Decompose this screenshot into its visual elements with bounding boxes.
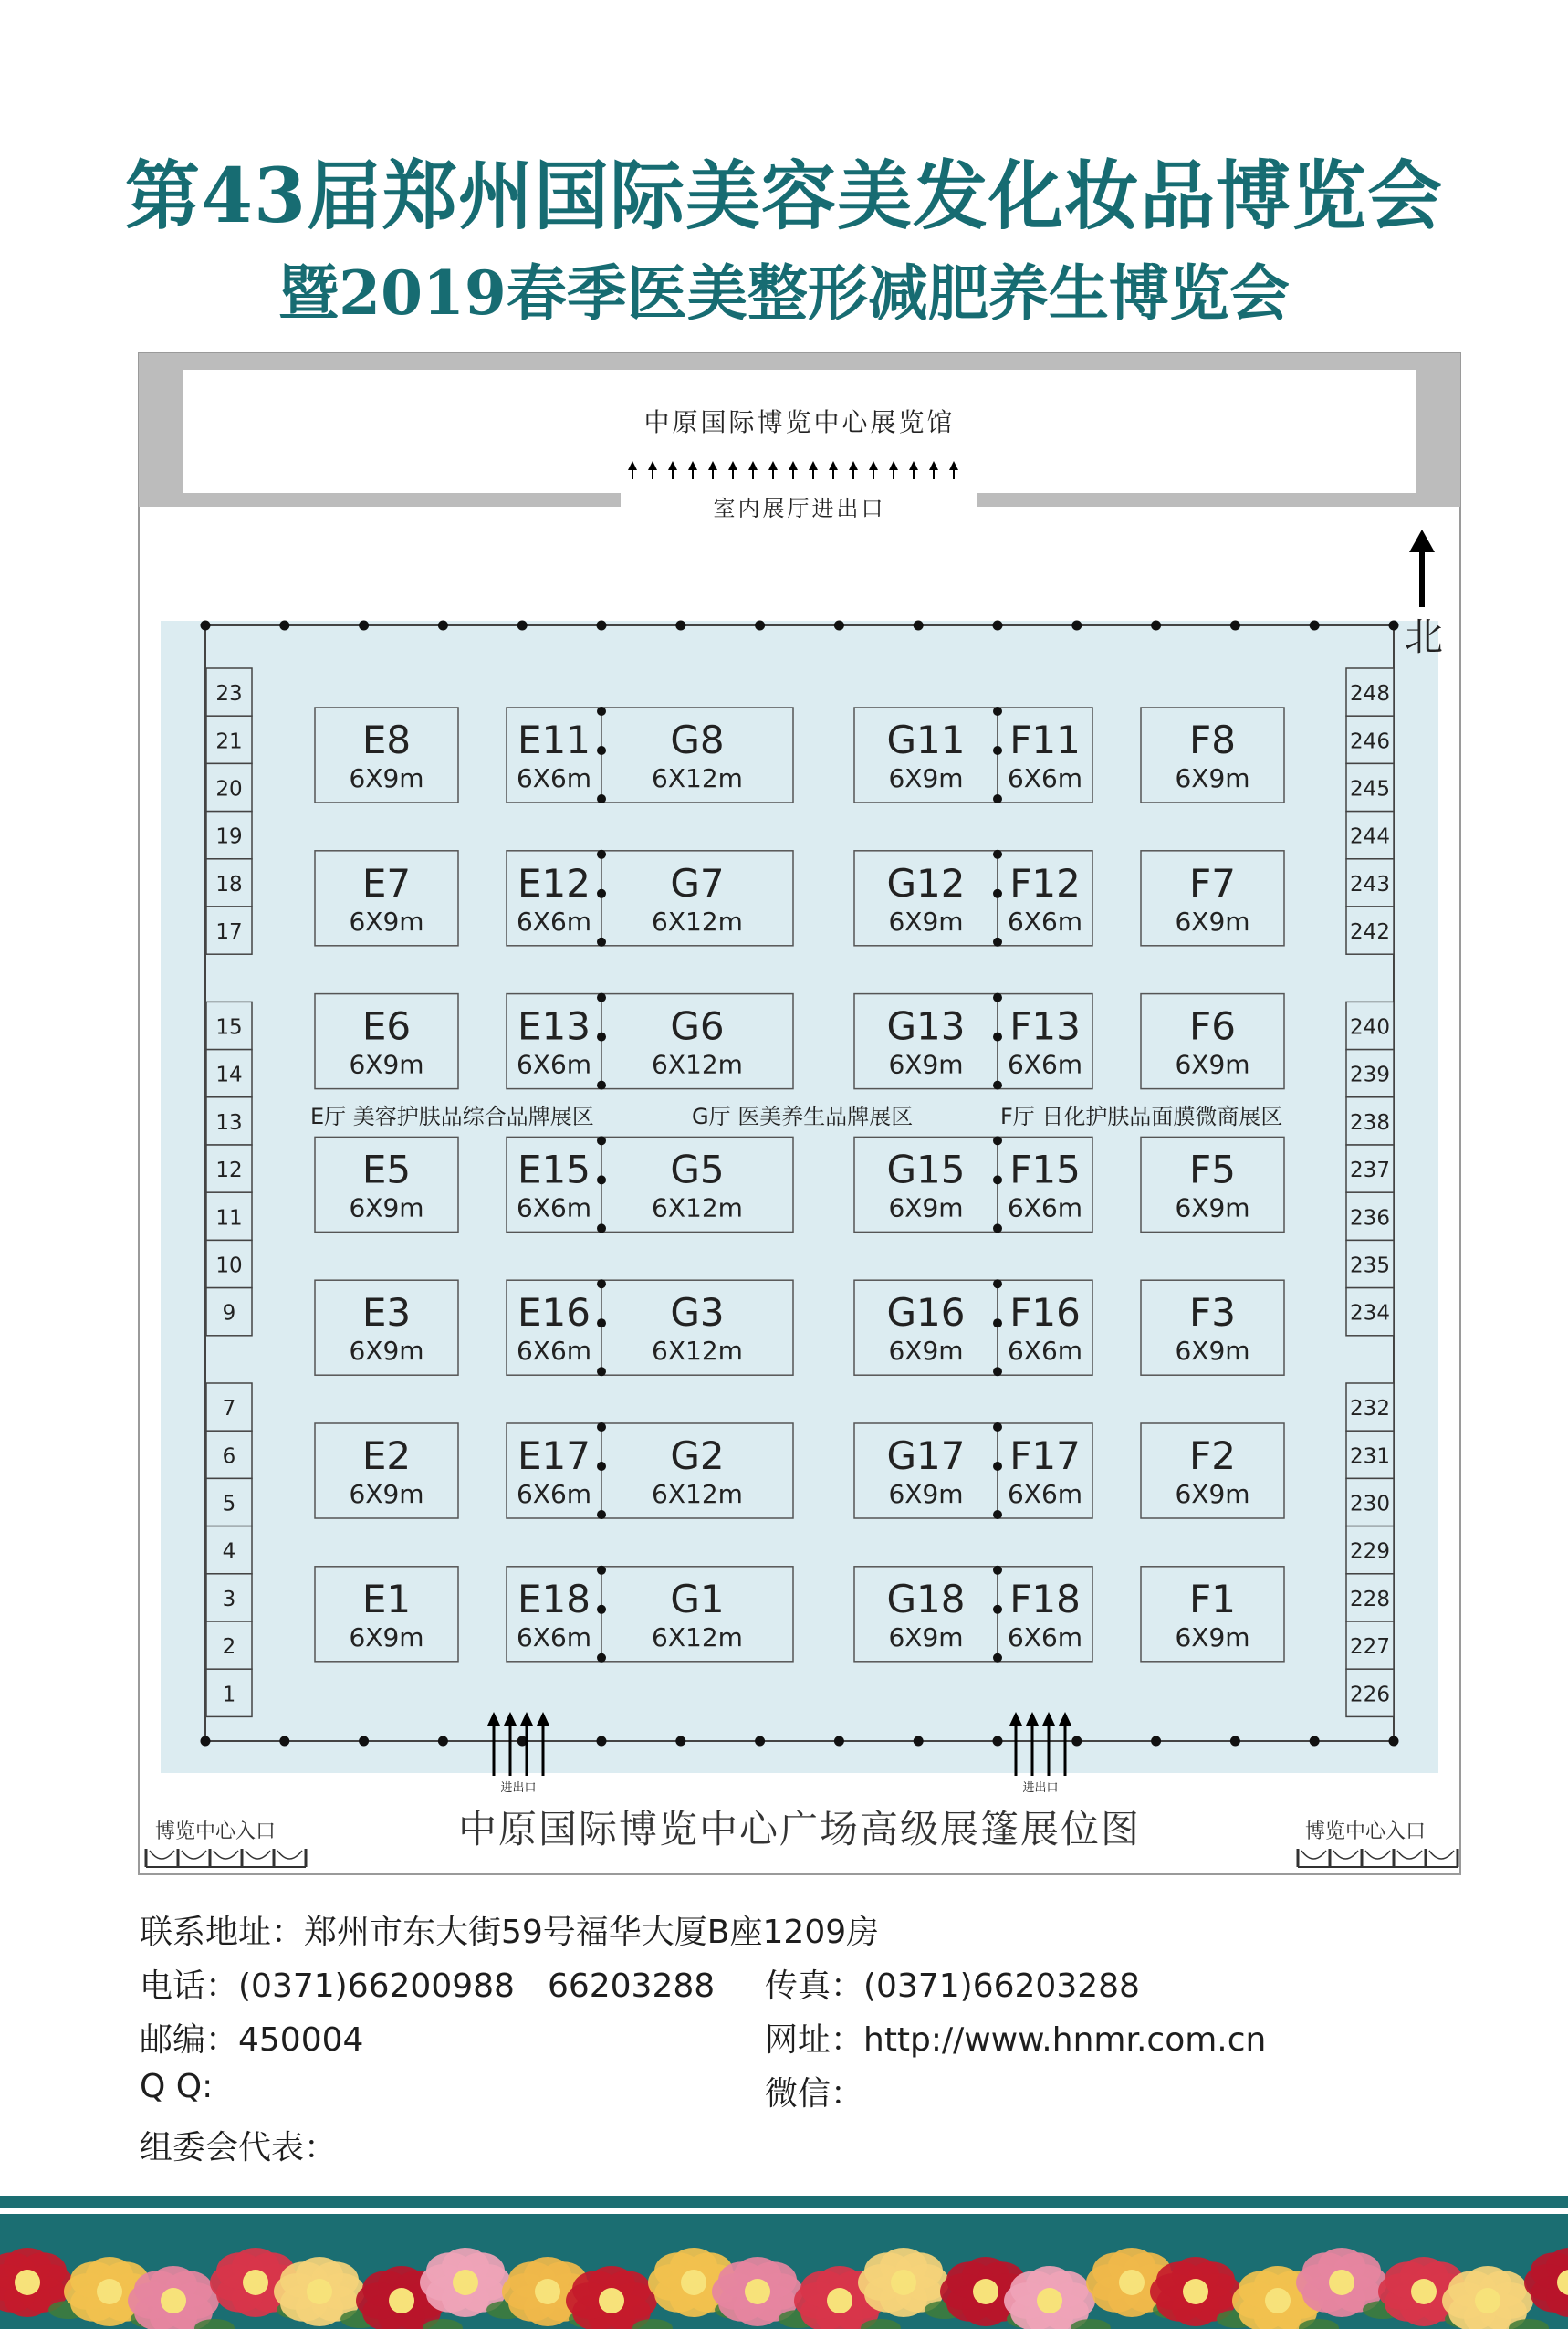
north-label: 北 xyxy=(1404,614,1444,659)
left-stall-number: 23 xyxy=(215,682,243,707)
fence-post xyxy=(1151,621,1161,631)
booth-id: E15 xyxy=(517,1147,591,1192)
contact-wechat: 微信： xyxy=(765,2075,864,2113)
right-stall-number: 246 xyxy=(1350,729,1390,754)
left-stall-number: 13 xyxy=(215,1110,243,1135)
left-stall-number: 18 xyxy=(215,872,243,897)
divider-dot xyxy=(993,1175,1002,1184)
booth-size: 6X6m xyxy=(516,1336,592,1367)
indoor-exit-label: 室内展厅进出口 xyxy=(713,496,886,521)
fence-post xyxy=(201,621,211,631)
gate-label: 进出口 xyxy=(500,1781,537,1795)
divider-dot xyxy=(993,1510,1002,1519)
booth-size: 6X12m xyxy=(652,1049,743,1080)
booth-size: 6X6m xyxy=(516,1621,592,1652)
booth-size: 6X9m xyxy=(349,763,424,793)
divider-dot xyxy=(993,794,1002,803)
booth-id: F8 xyxy=(1189,718,1236,762)
fence-post xyxy=(1230,1736,1240,1747)
booth-id: G6 xyxy=(670,1003,725,1049)
fence-post xyxy=(1071,621,1082,631)
right-stall-number: 230 xyxy=(1350,1492,1390,1516)
booth-size: 6X6m xyxy=(516,1192,592,1223)
fence-post xyxy=(279,621,289,631)
booth-id: E17 xyxy=(517,1433,591,1478)
divider-dot xyxy=(597,1223,606,1233)
fence-post xyxy=(1151,1736,1161,1747)
booth-id: F13 xyxy=(1009,1003,1081,1049)
divider-dot xyxy=(597,1566,606,1575)
divider-dot xyxy=(597,1136,606,1145)
zone-label: E厅 美容护肤品综合品牌展区 xyxy=(310,1104,594,1129)
fence-post xyxy=(359,621,369,631)
booth-id: G15 xyxy=(886,1147,966,1192)
peony-border-image xyxy=(0,2196,1568,2329)
booth-id: E2 xyxy=(361,1433,412,1478)
left-stall-number: 12 xyxy=(215,1159,243,1183)
fence-post xyxy=(359,1736,369,1747)
divider-dot xyxy=(993,1653,1002,1663)
booth-size: 6X6m xyxy=(516,1479,592,1509)
divider-dot xyxy=(597,993,606,1002)
plan-caption: 中原国际博览中心广场高级展篷展位图 xyxy=(457,1807,1142,1852)
left-stall-number: 6 xyxy=(222,1444,236,1469)
booth-id: E7 xyxy=(361,860,412,906)
divider-dot xyxy=(597,889,606,898)
booth-size: 6X9m xyxy=(888,1192,964,1223)
booth-id: F18 xyxy=(1009,1576,1081,1621)
contact-phone: 电话：(0371)66200988 66203288 xyxy=(140,1967,716,2005)
floor-plan xyxy=(137,351,1462,1876)
booth-id: F2 xyxy=(1189,1433,1236,1478)
booth-size: 6X9m xyxy=(349,1192,424,1223)
booth-id: F16 xyxy=(1009,1290,1081,1336)
booth-id: E1 xyxy=(361,1576,412,1621)
right-stall-number: 238 xyxy=(1350,1110,1390,1135)
fence-post xyxy=(675,621,685,631)
left-stall-column xyxy=(206,668,252,1716)
divider-dot xyxy=(993,746,1002,755)
right-stall-number: 232 xyxy=(1350,1397,1390,1422)
fence-post xyxy=(834,621,844,631)
fence-post xyxy=(914,1736,924,1747)
divider-dot xyxy=(993,1422,1002,1432)
fence-post xyxy=(597,1736,607,1747)
divider-dot xyxy=(597,938,606,947)
fence-post xyxy=(834,1736,844,1747)
booth-size: 6X9m xyxy=(888,763,964,793)
divider-dot xyxy=(993,1367,1002,1376)
fence-post xyxy=(755,621,765,631)
booth-size: 6X9m xyxy=(888,1336,964,1367)
booth-size: 6X9m xyxy=(888,1479,964,1509)
booth-id: G13 xyxy=(886,1003,966,1049)
booth-size: 6X9m xyxy=(888,1049,964,1080)
booth-size: 6X6m xyxy=(1007,1336,1083,1367)
fence-post xyxy=(1230,621,1240,631)
right-stall-number: 244 xyxy=(1350,824,1390,849)
right-stall-number: 242 xyxy=(1350,920,1390,945)
booth-size: 6X9m xyxy=(1175,1192,1250,1223)
booth-size: 6X6m xyxy=(1007,763,1083,793)
booth-size: 6X6m xyxy=(1007,1621,1083,1652)
divider-dot xyxy=(597,1422,606,1432)
left-stall-number: 11 xyxy=(215,1206,243,1231)
booth-id: G5 xyxy=(670,1147,725,1192)
contact-fax: 传真：(0371)66203288 xyxy=(765,1967,1140,2005)
divider-dot xyxy=(993,1318,1002,1327)
left-stall-number: 19 xyxy=(215,824,243,849)
fence-post xyxy=(1389,1736,1399,1747)
booth-id: E3 xyxy=(361,1290,412,1336)
divider-dot xyxy=(993,1223,1002,1233)
contact-website: 网址：http://www.hnmr.com.cn xyxy=(765,2021,1267,2059)
booth-id: G12 xyxy=(886,860,966,906)
booth-size: 6X9m xyxy=(888,1621,964,1652)
left-stall-number: 10 xyxy=(215,1254,243,1278)
fence-post xyxy=(675,1736,685,1747)
booth-size: 6X9m xyxy=(349,1049,424,1080)
left-stall-number: 20 xyxy=(215,777,243,802)
right-stall-number: 236 xyxy=(1350,1206,1390,1231)
divider-dot xyxy=(993,1081,1002,1090)
divider-dot xyxy=(597,746,606,755)
fence-post xyxy=(1071,1736,1082,1747)
booth-size: 6X6m xyxy=(1007,1192,1083,1223)
divider-dot xyxy=(993,1566,1002,1575)
fence-post xyxy=(993,1736,1003,1747)
divider-dot xyxy=(597,794,606,803)
left-stall-number: 1 xyxy=(222,1683,236,1707)
left-stall-number: 14 xyxy=(215,1063,243,1087)
contact-qq: Q Q: xyxy=(140,2068,214,2105)
divider-dot xyxy=(597,1653,606,1663)
booth-id: E6 xyxy=(361,1003,412,1049)
divider-dot xyxy=(993,1136,1002,1145)
booth-size: 6X6m xyxy=(516,1049,592,1080)
right-stall-number: 227 xyxy=(1350,1635,1390,1660)
divider-dot xyxy=(597,850,606,859)
booth-id: F3 xyxy=(1189,1290,1236,1336)
booth-id: E8 xyxy=(361,718,412,762)
booth-size: 6X9m xyxy=(1175,1479,1250,1509)
booth-size: 6X6m xyxy=(516,763,592,793)
booth-id: G1 xyxy=(670,1576,725,1621)
divider-dot xyxy=(597,1318,606,1327)
booth-size: 6X12m xyxy=(652,1479,743,1509)
right-stall-number: 237 xyxy=(1350,1159,1390,1183)
right-stall-number: 228 xyxy=(1350,1587,1390,1611)
booth-id: E12 xyxy=(517,860,591,906)
booth-size: 6X12m xyxy=(652,763,743,793)
booth-id: F1 xyxy=(1189,1576,1236,1621)
booth-id: G17 xyxy=(886,1433,966,1478)
divider-dot xyxy=(597,1510,606,1519)
booth-id: G3 xyxy=(670,1290,725,1336)
divider-dot xyxy=(597,707,606,716)
booth-size: 6X6m xyxy=(1007,906,1083,937)
booth-size: 6X6m xyxy=(1007,1479,1083,1509)
left-stall-number: 9 xyxy=(222,1301,236,1326)
left-stall-number: 7 xyxy=(222,1397,236,1422)
booth-size: 6X9m xyxy=(349,906,424,937)
divider-dot xyxy=(993,1462,1002,1471)
title-line2: 暨2019春季医美整形减肥养生博览会 xyxy=(278,257,1290,329)
right-stall-number: 229 xyxy=(1350,1539,1390,1564)
right-stall-column xyxy=(1346,668,1394,1716)
divider-dot xyxy=(993,1033,1002,1042)
booth-size: 6X12m xyxy=(652,906,743,937)
left-stall-number: 3 xyxy=(222,1587,236,1611)
booth-size: 6X12m xyxy=(652,1336,743,1367)
divider-dot xyxy=(597,1081,606,1090)
fence-post xyxy=(279,1736,289,1747)
fence-post xyxy=(1310,1736,1320,1747)
left-stall-number: 2 xyxy=(222,1635,236,1660)
title-line1: 第43届郑州国际美容美发化妆品博览会 xyxy=(124,152,1444,240)
right-stall-number: 231 xyxy=(1350,1444,1390,1469)
divider-dot xyxy=(597,1605,606,1614)
contact-rep: 组委会代表： xyxy=(140,2129,338,2166)
booth-size: 6X9m xyxy=(1175,1049,1250,1080)
gate-label: 进出口 xyxy=(1022,1781,1059,1795)
left-stall-number: 4 xyxy=(222,1539,236,1564)
booth-id: G18 xyxy=(886,1576,966,1621)
right-stall-number: 234 xyxy=(1350,1301,1390,1326)
booth-size: 6X9m xyxy=(349,1336,424,1367)
zone-labels xyxy=(310,1104,1282,1129)
right-stall-number: 248 xyxy=(1350,682,1390,707)
right-stall-number: 235 xyxy=(1350,1254,1390,1278)
booth-id: G7 xyxy=(670,860,725,906)
divider-dot xyxy=(993,850,1002,859)
divider-dot xyxy=(597,1279,606,1288)
contact-address: 联系地址：郑州市东大街59号福华大厦B座1209房 xyxy=(140,1914,880,1951)
divider-dot xyxy=(993,938,1002,947)
fence-post xyxy=(914,621,924,631)
booth-size: 6X9m xyxy=(1175,763,1250,793)
booth-id: G11 xyxy=(886,718,966,762)
booth-id: F6 xyxy=(1189,1003,1236,1049)
booth-size: 6X9m xyxy=(1175,1621,1250,1652)
fence-post xyxy=(438,621,448,631)
booth-id: G2 xyxy=(670,1433,725,1478)
left-stall-number: 15 xyxy=(215,1015,243,1040)
right-stall-number: 240 xyxy=(1350,1015,1390,1040)
divider-dot xyxy=(597,1462,606,1471)
booth-size: 6X9m xyxy=(1175,906,1250,937)
fence-post xyxy=(517,621,528,631)
left-stall-number: 17 xyxy=(215,920,243,945)
booth-size: 6X6m xyxy=(1007,1049,1083,1080)
right-stall-number: 243 xyxy=(1350,872,1390,897)
booth-id: E16 xyxy=(517,1290,591,1336)
divider-dot xyxy=(993,889,1002,898)
booth-id: F5 xyxy=(1189,1147,1236,1192)
divider-dot xyxy=(993,707,1002,716)
booth-id: E13 xyxy=(517,1003,591,1049)
booth-size: 6X12m xyxy=(652,1192,743,1223)
fence-post xyxy=(1310,621,1320,631)
booth-size: 6X6m xyxy=(516,906,592,937)
fence-post xyxy=(438,1736,448,1747)
fence-post xyxy=(993,621,1003,631)
right-stall-number: 239 xyxy=(1350,1063,1390,1087)
fence-post xyxy=(201,1736,211,1747)
divider-dot xyxy=(993,1279,1002,1288)
booth-size: 6X9m xyxy=(349,1479,424,1509)
booth-id: F17 xyxy=(1009,1433,1081,1478)
entrance-left-label: 博览中心入口 xyxy=(155,1820,277,1843)
booth-id: F15 xyxy=(1009,1147,1081,1192)
divider-dot xyxy=(993,993,1002,1002)
divider-dot xyxy=(597,1367,606,1376)
booth-id: F7 xyxy=(1189,860,1236,906)
fence-post xyxy=(755,1736,765,1747)
booth-size: 6X9m xyxy=(349,1621,424,1652)
booth-id: G16 xyxy=(886,1290,966,1336)
booth-id: G8 xyxy=(670,718,725,762)
contact-postcode: 邮编：450004 xyxy=(140,2021,364,2059)
left-stall-number: 5 xyxy=(222,1492,236,1516)
zone-label: G厅 医美养生品牌展区 xyxy=(692,1104,914,1129)
left-stall-number: 21 xyxy=(215,729,243,754)
hall-name-label: 中原国际博览中心展览馆 xyxy=(643,407,956,437)
divider-dot xyxy=(993,1605,1002,1614)
booth-size: 6X9m xyxy=(888,906,964,937)
booth-id: F11 xyxy=(1009,718,1081,762)
booth-id: E5 xyxy=(361,1147,412,1192)
divider-dot xyxy=(597,1175,606,1184)
divider-dot xyxy=(597,1033,606,1042)
entrance-right-label: 博览中心入口 xyxy=(1305,1820,1427,1843)
zone-label: F厅 日化护肤品面膜微商展区 xyxy=(1000,1104,1283,1129)
booth-id: F12 xyxy=(1009,860,1081,906)
fence-post xyxy=(1389,621,1399,631)
fence-post xyxy=(597,621,607,631)
booth-id: E18 xyxy=(517,1576,591,1621)
booth-size: 6X12m xyxy=(652,1621,743,1652)
booth-id: E11 xyxy=(517,718,591,762)
booth-size: 6X9m xyxy=(1175,1336,1250,1367)
right-stall-number: 245 xyxy=(1350,777,1390,802)
right-stall-number: 226 xyxy=(1350,1683,1390,1707)
